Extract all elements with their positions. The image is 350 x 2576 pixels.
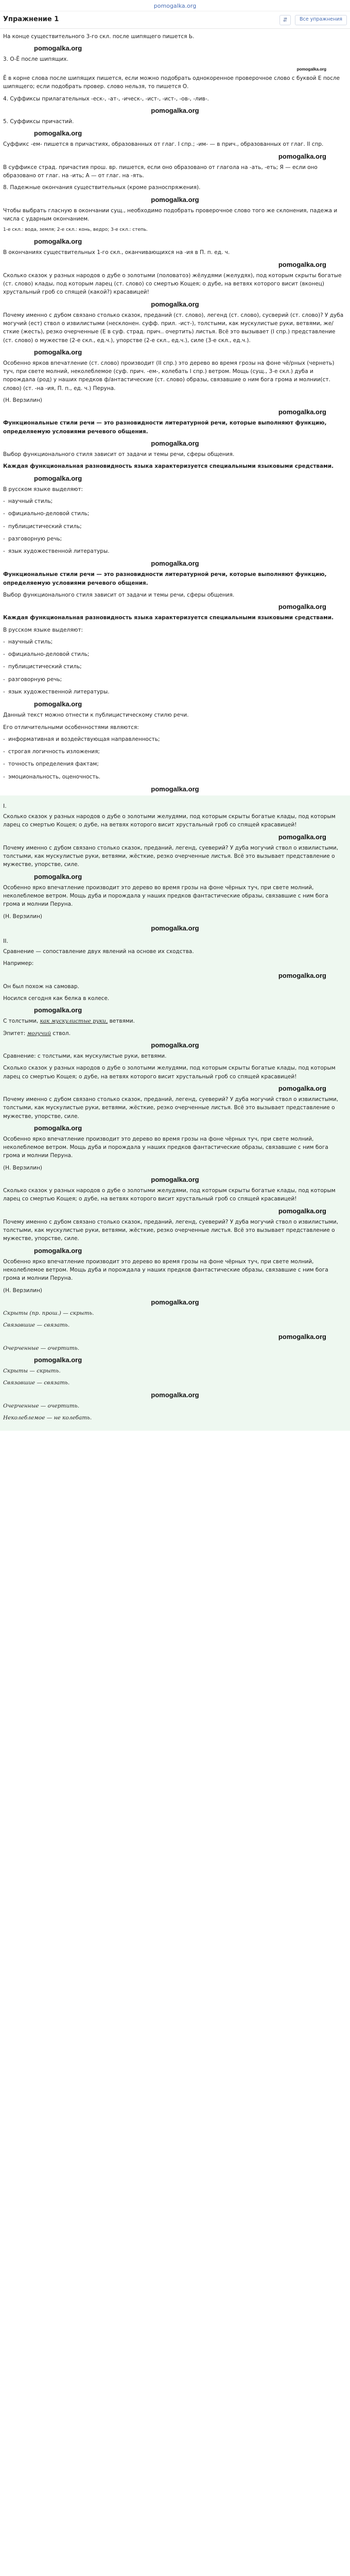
solution-content [0, 29, 350, 1441]
word-analysis: Скрыты (пр. прош.) — скрыть. [3, 1310, 94, 1316]
list-item: - публицистический стиль; [3, 663, 347, 671]
paragraph: Чтобы выбрать гласную в окончании сущ., необходимо подобрать проверочное слово того же склонения, падежа и числа с ударным окончанием. [3, 207, 338, 223]
text: ветвями. [108, 1018, 135, 1025]
watermark-logo: pomogalka.org [34, 238, 82, 246]
watermark-logo: pomogalka.org [278, 833, 326, 841]
list-item: - точность определения фактам; [3, 760, 347, 768]
answer-section [0, 795, 350, 1431]
paragraph: Ё в корне слова после шипящих пишется, если можно подобрать однокоренное проверочное слово с буквой Е после шипящего; если подобрать провер. слово нельзя, то пишется О. [3, 75, 340, 90]
page-title: Упражнение 1 [3, 15, 59, 24]
watermark-logo: pomogalka.org [34, 1355, 82, 1364]
watermark-logo: pomogalka.org [34, 129, 82, 138]
watermark-logo: pomogalka.org [34, 1124, 82, 1132]
watermark-logo: pomogalka.org [34, 700, 82, 708]
watermark-logo: pomogalka.org [34, 1006, 82, 1014]
paragraph: Особенно ярко впечатление производит это дерево во время грозы на фоне чёрных туч, при свете молний, неколеблемое ветром. Мощь дуба и порождала у наших предков фантастические образы, связавшие с ним бога грома и молнии Перуна. [3, 884, 328, 908]
watermark-logo: pomogalka.org [151, 439, 199, 447]
section-number: II. [3, 937, 8, 944]
word-analysis: Очерченные — очертить. [3, 1402, 80, 1409]
paragraph: Сколько сказок у разных народов о дубе о золотыми желудями, под которым скрыты богатые клады, под которым ларец со смертью Кощея; о дубе, на ветвях которого висит хрустальный гроб со спящей красавицей! [3, 814, 336, 828]
paragraph: Каждая функциональная разновидность языка характеризуется специальными языковыми средствами. [3, 463, 334, 470]
paragraph: В русском языке выделяют: [3, 626, 83, 633]
watermark-logo: pomogalka.org [34, 44, 82, 53]
list-item: - эмоциональность, оценочность. [3, 773, 347, 781]
paragraph: Например: [3, 960, 34, 967]
paragraph: На конце существительного 3-го скл. после шипящего пишется Ь. [3, 33, 195, 40]
paragraph: Почему именно с дубом связано столько сказок, преданий, легенд, суеверий? У дуба могучий ствол о извилистыми, толстыми, как мускулистые руки, ветвями, жёсткие, резко очерченные листья. Всё это вызывает представление о мужестве, упорстве, силе. [3, 1218, 339, 1242]
spacer [3, 1431, 347, 1441]
watermark-logo: pomogalka.org [278, 152, 326, 160]
all-exercises-button[interactable]: Все упражнения [295, 15, 347, 25]
watermark-logo: pomogalka.org [151, 1391, 199, 1399]
watermark-logo: pomogalka.org [151, 1175, 199, 1183]
author: (Н. Верзилин) [3, 397, 42, 403]
list-item: - разговорную речь; [3, 675, 347, 684]
paragraph [3, 1029, 347, 1038]
paragraph: Почему именно с дубом связано столько сказок, преданий (ст. слово), легенд (ст. слово), сусверий (ст. слово)? У дуба могучий (ест) ствол о извилистыми (несклонен. суфф. прил. -ист-), толстыми, как мускулистые руки, ветвями, же/ сткие (жесть), резко очерченные (Е в суф. страд. прич.. очертить) листья. Всё это вызывает (I спр.) представление (ст. слово) о мужестве (2-е скл., ед.ч.), упорстве (2-е скл., ед.ч.), силе (3-е скл., ед.ч.). [3, 312, 344, 344]
watermark-logo: pomogalka.org [34, 474, 82, 482]
paragraph: Данный текст можно отнести к публицистическому стилю речи. [3, 712, 189, 719]
watermark-logo: pomogalka.org [278, 408, 326, 416]
word-analysis: Скрыты — скрыть. [3, 1368, 61, 1375]
paragraph: Функциональные стили речи — это разновидности литературной речи, которые выполняют функцию, определяемую условиями речевого общения. [3, 571, 327, 586]
watermark-logo: pomogalka.org [278, 1207, 326, 1215]
watermark-logo: pomogalka.org [151, 195, 199, 204]
watermark-logo: pomogalka.org [278, 603, 326, 611]
list-item: - язык художественной литературы. [3, 547, 347, 555]
watermark-logo: pomogalka.org [34, 872, 82, 880]
list-item: - научный стиль; [3, 638, 347, 646]
watermark-logo: pomogalka.org [278, 1084, 326, 1092]
paragraph: В окончаниях существительных 1-го скл., оканчивающихся на -ия в П. п. ед. ч. [3, 249, 230, 256]
list-item: - официально-деловой стиль; [3, 510, 347, 518]
paragraph: Особенно ярков впечатление (ст. слово) производит (II спр.) это дерево во время грозы на фоне чё/рных (чернеть) туч, при свете молний, неколеблемое (суф. прич. -ем-, колебать I спр.) ветром. Мощь (сущ., 3-е скл.) дуба и порождала (род) у наших предков ф/антастические (ст. слово) образы, связавшие о ним бога грома и молнии(ст. слово) (ст. -на -ия, П. п., ед. ч.) Перуна. [3, 360, 335, 392]
list-item: - язык художественной литературы. [3, 688, 347, 696]
list-item: - информативная и воздействующая направленность; [3, 735, 347, 743]
watermark-logo: pomogalka.org [151, 924, 199, 932]
watermark-logo: pomogalka.org [151, 106, 199, 114]
text: ствол. [51, 1030, 71, 1037]
author: (Н. Верзилин) [3, 1164, 42, 1171]
paragraph: Сколько сказок у разных народов о дубе о золотыми желудями, под которым скрыты богатые клады, под которым ларец со смертью Кощея; о дубе, на ветвях которого висит хрустальный гроб со спящей красавицей! [3, 1188, 336, 1202]
word-analysis: Связавшие — связать. [3, 1380, 70, 1386]
paragraph: Каждая функциональная разновидность языка характеризуется специальными языковыми средствами. [3, 615, 334, 621]
text: Эпитет: [3, 1030, 27, 1037]
header-actions [279, 15, 347, 25]
paragraph: 3. О-Ё после шипящих. [3, 56, 68, 63]
paragraph: Сколько сказок у разных народов о дубе о золотыми желудями, под которым скрыты богатые клады, под которым ларец со смертью Кощея; о дубе, на ветвях которого висит хрустальный гроб со спящей красавицей! [3, 1065, 336, 1080]
watermark-logo: pomogalka.org [151, 560, 199, 568]
watermark-logo: pomogalka.org [151, 1298, 199, 1306]
features-list [3, 735, 347, 781]
paragraph: Особенно ярко впечатление производит это дерево во время грозы на фоне чёрных туч, при свете молний, неколеблемое ветром. Мощь дуба и порождала у наших предков фантастические образы, связавшие с ним бога грома и молнии Перуна. [3, 1258, 328, 1282]
section-number: I. [3, 803, 7, 810]
paragraph: В суффиксе страд. причастия прош. вр. пишется, если оно образовано от глагола на -ать, -еть; Я — если оно образовано от глаг. на -ить; А — от глаг. на -ять. [3, 164, 318, 179]
watermark-logo: pomogalka.org [34, 348, 82, 356]
paragraph: Он был похож на самовар. [3, 983, 79, 990]
paragraph: Функциональные стили речи — это разновидности литературной речи, которые выполняют функцию, определяемую условиями речевого общения. [3, 420, 327, 435]
watermark-logo: pomogalka.org [278, 260, 326, 268]
author: (Н. Верзилин) [3, 1287, 42, 1294]
site-url[interactable]: pomogalka.org [0, 0, 350, 11]
list-item: - научный стиль; [3, 497, 347, 505]
list-item: - разговорную речь; [3, 535, 347, 543]
sort-icon[interactable]: ⇵ [279, 15, 291, 25]
paragraph: В русском языке выделяют: [3, 486, 83, 493]
author: (Н. Верзилин) [3, 913, 42, 920]
watermark-logo: pomogalka.org [278, 1333, 326, 1341]
paragraph: Сколько сказок у разных народов о дубе о золотыми (половатоэ) жёлудями (желудях), под которым скрыты богатые (ст. слово) клады, под которым ларец (ст. слово) со смертью Кощея; о дубе, на ветвях которого висит (вконец) хрустальный гроб со спящей (какой?) красавицей! [3, 272, 342, 296]
list-item: - публицистический стиль; [3, 522, 347, 531]
watermark-logo: pomogalka.org [151, 300, 199, 308]
paragraph: 4. Суффиксы прилагательных -еск-, -ат-, -ическ-, -ист-, -ист-, -ов-, -лив-. [3, 95, 209, 102]
paragraph: 5. Суффиксы причастий. [3, 118, 74, 125]
watermark-logo: pomogalka.org [278, 971, 326, 979]
epithet-text: могучий [27, 1030, 51, 1037]
paragraph: Носился сегодня как белка в колесе. [3, 995, 110, 1002]
page-header [0, 11, 350, 29]
paragraph: Почему именно с дубом связано столько сказок, преданий, легенд, суеверий? У дуба могучий ствол о извилистыми, толстыми, как мускулистые руки, ветвями, жёсткие, резко очерченные листья. Всё это вызывает представление о мужестве, упорстве, силе. [3, 844, 339, 868]
comparison-text: как мускулистые руки, [40, 1018, 108, 1025]
watermark-logo: pomogalka.org [34, 1246, 82, 1255]
watermark-logo: pomogalka.org [151, 1041, 199, 1049]
watermark-logo: pomogalka.org [296, 66, 326, 72]
word-analysis: Неколеблемое — не колебать. [3, 1414, 92, 1421]
paragraph: Сравнение — сопоставление двух явлений на основе их сходства. [3, 948, 194, 955]
paragraph: Особенно ярко впечатление производит это дерево во время грозы на фоне чёрных туч, при свете молний, неколеблемое ветром. Мощь дуба и порождала у наших предков фантастические образы, связавшие с ним бога грома и молнии Перуна. [3, 1136, 328, 1159]
list-item: - строгая логичность изложения; [3, 748, 347, 756]
paragraph: Его отличительными особенностями являются: [3, 724, 139, 731]
list-item: - официально-деловой стиль; [3, 650, 347, 658]
paragraph [3, 1017, 347, 1025]
paragraph: Выбор функционального стиля зависит от задачи и темы речи, сферы общения. [3, 451, 235, 458]
paragraph: 1-е скл.: вода, земля; 2-е скл.: конь, ведро; 3-е скл.: степь. [3, 227, 148, 233]
word-analysis: Очерченные — очертить. [3, 1345, 80, 1351]
styles-list-2 [3, 638, 347, 696]
word-analysis: Связавшие — связать. [3, 1322, 70, 1329]
paragraph: Сравнение: с толстыми, как мускулистые руки, ветвями. [3, 1053, 167, 1060]
styles-list [3, 497, 347, 555]
text: С толстыми, [3, 1018, 40, 1025]
paragraph: 8. Падежные окончания существительных (кроме разноспряжения). [3, 184, 201, 191]
paragraph: Почему именно с дубом связано столько сказок, преданий, легенд, суеверий? У дуба могучий ствол о извилистыми, толстыми, как мускулистые руки, ветвями, жёсткие, резко очерченные листья. Всё это вызывает представление о мужестве, упорстве, силе. [3, 1096, 339, 1120]
paragraph: Выбор функционального стиля зависит от задачи и темы речи, сферы общения. [3, 591, 235, 598]
watermark-logo: pomogalka.org [151, 785, 199, 793]
paragraph: Суффикс -ем- пишется в причастиях, образованных от глаг. I спр.; -им- — в прич., образованных от глаг. II спр. [3, 141, 324, 148]
